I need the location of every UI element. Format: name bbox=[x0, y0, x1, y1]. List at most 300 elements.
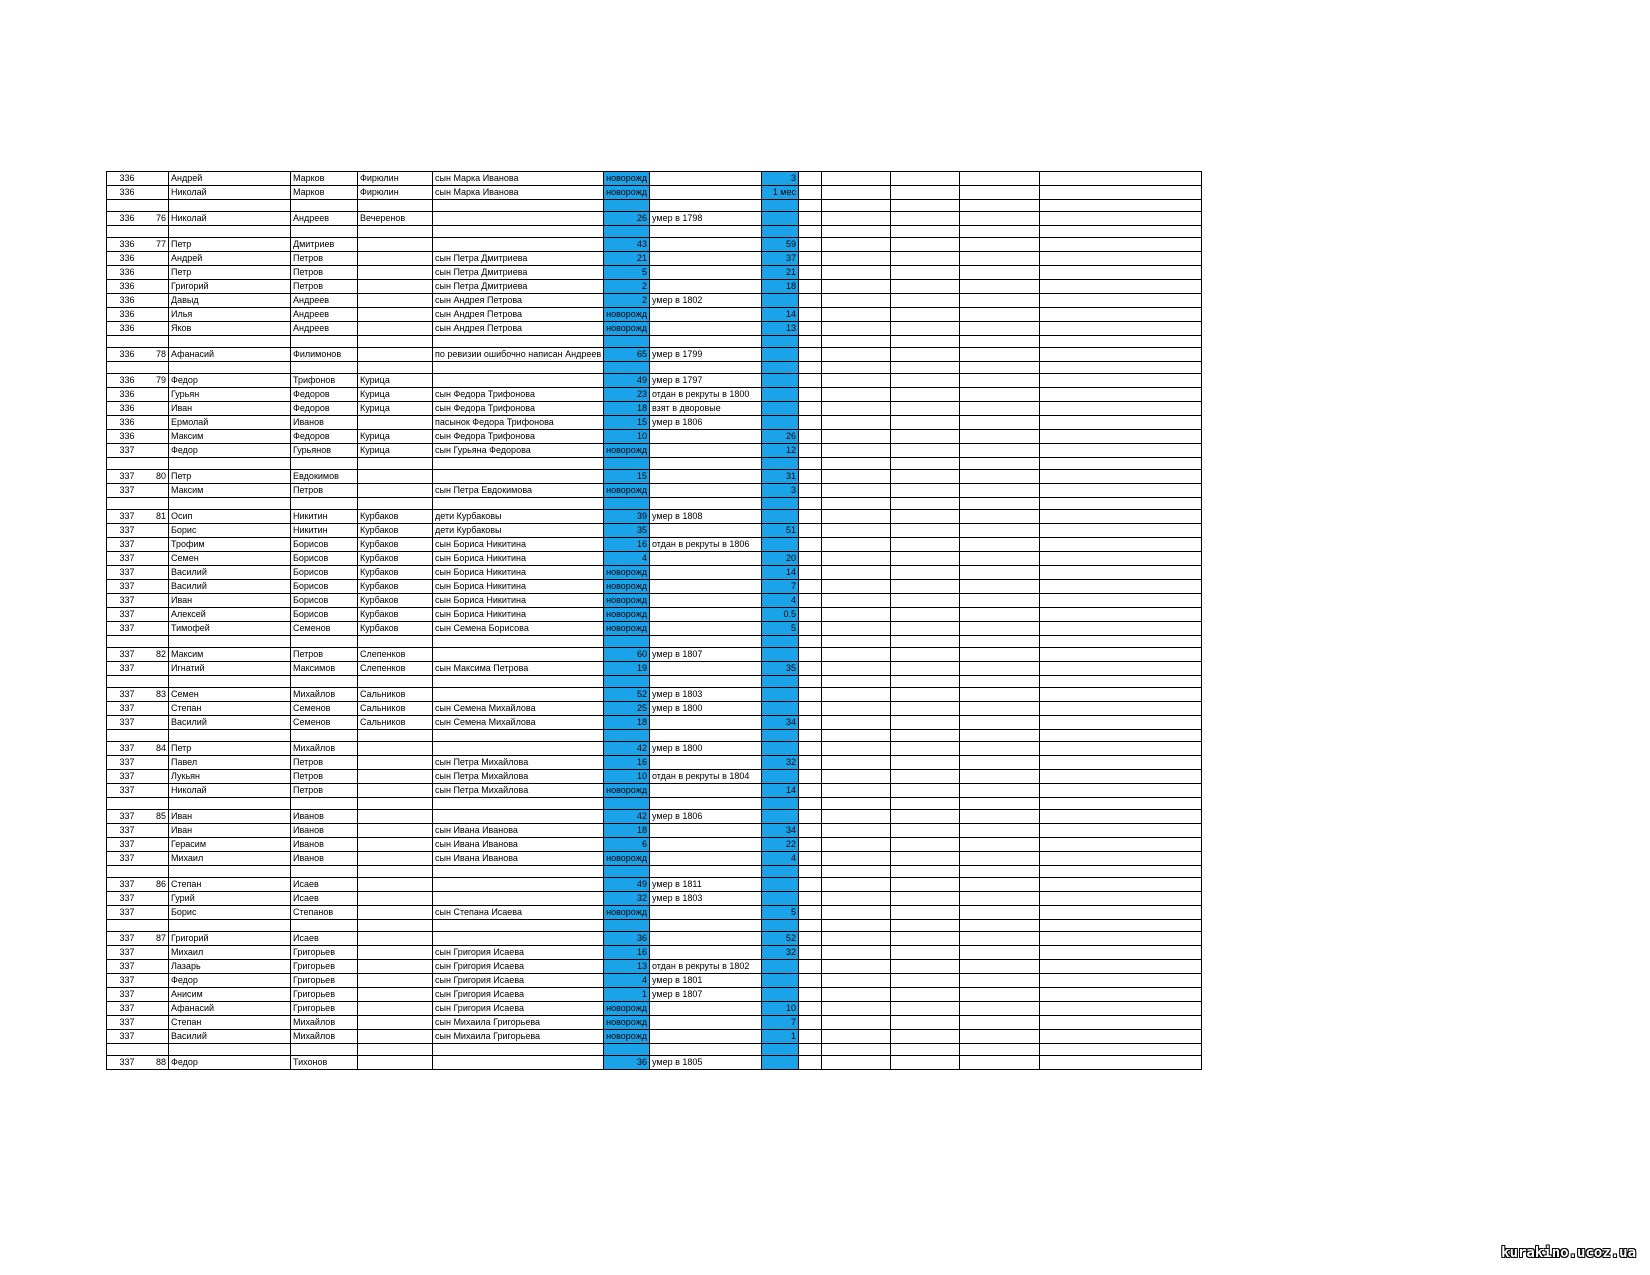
patronymic-cell: Семенов bbox=[291, 716, 358, 730]
extra-col-c-cell bbox=[890, 430, 959, 444]
household-number-cell bbox=[137, 1044, 169, 1056]
patronymic-cell: Андреев bbox=[291, 322, 358, 336]
patronymic-cell: Иванов bbox=[291, 824, 358, 838]
trailing-empty-cell bbox=[1039, 266, 1201, 280]
fate-note-cell bbox=[649, 498, 761, 510]
age-1795-cell: 26 bbox=[604, 212, 650, 226]
age-1811-cell bbox=[761, 988, 798, 1002]
extra-col-b-cell bbox=[821, 212, 890, 226]
patronymic-cell: Трифонов bbox=[291, 374, 358, 388]
age-1795-cell: 16 bbox=[604, 756, 650, 770]
age-1795-cell bbox=[604, 730, 650, 742]
age-1795-cell: новорожд bbox=[604, 852, 650, 866]
household-number-cell bbox=[137, 580, 169, 594]
relation-note-cell: сын Григория Исаева bbox=[433, 946, 604, 960]
table-row bbox=[107, 622, 1202, 636]
spacer-row bbox=[107, 498, 1202, 510]
extra-col-d-cell bbox=[959, 648, 1039, 662]
page-number-cell: 337 bbox=[107, 648, 137, 662]
extra-col-b-cell bbox=[821, 552, 890, 566]
trailing-empty-cell bbox=[1039, 308, 1201, 322]
household-number-cell bbox=[137, 280, 169, 294]
spacer-row bbox=[107, 336, 1202, 348]
first-name-cell: Василий bbox=[169, 1030, 291, 1044]
age-1811-cell: 7 bbox=[761, 1016, 798, 1030]
extra-col-a-cell bbox=[798, 946, 821, 960]
page-number-cell bbox=[107, 200, 137, 212]
census-table bbox=[106, 171, 1202, 1070]
first-name-cell: Гурьян bbox=[169, 388, 291, 402]
patronymic-cell bbox=[291, 920, 358, 932]
extra-col-c-cell bbox=[890, 374, 959, 388]
fate-note-cell bbox=[649, 524, 761, 538]
age-1795-cell: 65 bbox=[604, 348, 650, 362]
age-1811-cell: 14 bbox=[761, 784, 798, 798]
spacer-row bbox=[107, 920, 1202, 932]
extra-col-c-cell bbox=[890, 756, 959, 770]
extra-col-d-cell bbox=[959, 676, 1039, 688]
household-number-cell bbox=[137, 960, 169, 974]
extra-col-d-cell bbox=[959, 838, 1039, 852]
extra-col-d-cell bbox=[959, 374, 1039, 388]
age-1811-cell bbox=[761, 770, 798, 784]
household-number-cell bbox=[137, 362, 169, 374]
age-1795-cell: 15 bbox=[604, 470, 650, 484]
first-name-cell: Максим bbox=[169, 648, 291, 662]
fate-note-cell bbox=[649, 1030, 761, 1044]
extra-col-b-cell bbox=[821, 892, 890, 906]
age-1811-cell: 34 bbox=[761, 824, 798, 838]
extra-col-c-cell bbox=[890, 362, 959, 374]
extra-col-c-cell bbox=[890, 770, 959, 784]
page-number-cell: 337 bbox=[107, 784, 137, 798]
first-name-cell: Семен bbox=[169, 552, 291, 566]
extra-col-c-cell bbox=[890, 238, 959, 252]
patronymic-cell bbox=[291, 362, 358, 374]
household-number-cell bbox=[137, 988, 169, 1002]
fate-note-cell: умер в 1797 bbox=[649, 374, 761, 388]
extra-col-c-cell bbox=[890, 824, 959, 838]
extra-col-c-cell bbox=[890, 1002, 959, 1016]
first-name-cell: Анисим bbox=[169, 988, 291, 1002]
extra-col-d-cell bbox=[959, 662, 1039, 676]
relation-note-cell: сын Андрея Петрова bbox=[433, 322, 604, 336]
patronymic-cell: Борисов bbox=[291, 566, 358, 580]
trailing-empty-cell bbox=[1039, 524, 1201, 538]
extra-col-c-cell bbox=[890, 798, 959, 810]
household-number-cell: 76 bbox=[137, 212, 169, 226]
trailing-empty-cell bbox=[1039, 770, 1201, 784]
household-number-cell bbox=[137, 388, 169, 402]
trailing-empty-cell bbox=[1039, 622, 1201, 636]
first-name-cell: Гурий bbox=[169, 892, 291, 906]
first-name-cell bbox=[169, 676, 291, 688]
fate-note-cell: умер в 1807 bbox=[649, 988, 761, 1002]
relation-note-cell: сын Григория Исаева bbox=[433, 960, 604, 974]
trailing-empty-cell bbox=[1039, 552, 1201, 566]
age-1811-cell bbox=[761, 362, 798, 374]
spacer-row bbox=[107, 1044, 1202, 1056]
extra-col-d-cell bbox=[959, 1002, 1039, 1016]
trailing-empty-cell bbox=[1039, 960, 1201, 974]
extra-col-c-cell bbox=[890, 402, 959, 416]
trailing-empty-cell bbox=[1039, 212, 1201, 226]
age-1795-cell: 6 bbox=[604, 838, 650, 852]
page-number-cell: 337 bbox=[107, 960, 137, 974]
age-1795-cell: новорожд bbox=[604, 484, 650, 498]
extra-col-a-cell bbox=[798, 186, 821, 200]
page-number-cell: 336 bbox=[107, 294, 137, 308]
extra-col-c-cell bbox=[890, 742, 959, 756]
patronymic-cell: Евдокимов bbox=[291, 470, 358, 484]
age-1811-cell: 31 bbox=[761, 470, 798, 484]
page-number-cell: 337 bbox=[107, 566, 137, 580]
extra-col-c-cell bbox=[890, 594, 959, 608]
extra-col-d-cell bbox=[959, 770, 1039, 784]
relation-note-cell: сын Петра Дмитриева bbox=[433, 266, 604, 280]
extra-col-d-cell bbox=[959, 892, 1039, 906]
spacer-row bbox=[107, 362, 1202, 374]
extra-col-d-cell bbox=[959, 416, 1039, 430]
relation-note-cell bbox=[433, 374, 604, 388]
age-1795-cell: 2 bbox=[604, 280, 650, 294]
extra-col-a-cell bbox=[798, 688, 821, 702]
patronymic-cell: Михайлов bbox=[291, 1030, 358, 1044]
age-1795-cell: 43 bbox=[604, 238, 650, 252]
age-1811-cell: 1 мес bbox=[761, 186, 798, 200]
first-name-cell: Григорий bbox=[169, 932, 291, 946]
page-number-cell bbox=[107, 636, 137, 648]
age-1795-cell: 21 bbox=[604, 252, 650, 266]
table-row bbox=[107, 892, 1202, 906]
trailing-empty-cell bbox=[1039, 702, 1201, 716]
extra-col-c-cell bbox=[890, 552, 959, 566]
patronymic-cell: Борисов bbox=[291, 580, 358, 594]
table-row bbox=[107, 974, 1202, 988]
extra-col-a-cell bbox=[798, 484, 821, 498]
household-number-cell bbox=[137, 892, 169, 906]
extra-col-c-cell bbox=[890, 648, 959, 662]
patronymic-cell bbox=[291, 676, 358, 688]
patronymic-cell: Петров bbox=[291, 280, 358, 294]
household-number-cell bbox=[137, 608, 169, 622]
census-table-body bbox=[107, 172, 1202, 1070]
patronymic-cell: Петров bbox=[291, 266, 358, 280]
household-number-cell bbox=[137, 226, 169, 238]
trailing-empty-cell bbox=[1039, 458, 1201, 470]
trailing-empty-cell bbox=[1039, 252, 1201, 266]
trailing-empty-cell bbox=[1039, 988, 1201, 1002]
age-1795-cell: 60 bbox=[604, 648, 650, 662]
fate-note-cell: умер в 1806 bbox=[649, 810, 761, 824]
trailing-empty-cell bbox=[1039, 716, 1201, 730]
page-number-cell: 337 bbox=[107, 716, 137, 730]
patronymic-cell bbox=[291, 336, 358, 348]
extra-col-d-cell bbox=[959, 1016, 1039, 1030]
table-row bbox=[107, 688, 1202, 702]
page-number-cell: 337 bbox=[107, 742, 137, 756]
fate-note-cell bbox=[649, 676, 761, 688]
age-1811-cell: 32 bbox=[761, 946, 798, 960]
patronymic-cell: Михайлов bbox=[291, 742, 358, 756]
page-number-cell: 337 bbox=[107, 470, 137, 484]
surname-cell bbox=[358, 1044, 433, 1056]
first-name-cell: Степан bbox=[169, 1016, 291, 1030]
surname-cell: Курбаков bbox=[358, 622, 433, 636]
first-name-cell: Борис bbox=[169, 906, 291, 920]
page-number-cell: 336 bbox=[107, 280, 137, 294]
surname-cell: Курица bbox=[358, 402, 433, 416]
age-1795-cell: 10 bbox=[604, 770, 650, 784]
page-number-cell bbox=[107, 226, 137, 238]
extra-col-d-cell bbox=[959, 226, 1039, 238]
first-name-cell bbox=[169, 920, 291, 932]
relation-note-cell: дети Курбаковы bbox=[433, 510, 604, 524]
extra-col-a-cell bbox=[798, 294, 821, 308]
relation-note-cell bbox=[433, 920, 604, 932]
first-name-cell: Федор bbox=[169, 374, 291, 388]
extra-col-b-cell bbox=[821, 172, 890, 186]
extra-col-b-cell bbox=[821, 388, 890, 402]
extra-col-b-cell bbox=[821, 852, 890, 866]
surname-cell bbox=[358, 730, 433, 742]
patronymic-cell: Борисов bbox=[291, 608, 358, 622]
patronymic-cell: Семенов bbox=[291, 702, 358, 716]
extra-col-b-cell bbox=[821, 498, 890, 510]
table-row bbox=[107, 810, 1202, 824]
trailing-empty-cell bbox=[1039, 280, 1201, 294]
surname-cell: Курица bbox=[358, 388, 433, 402]
age-1811-cell: 0.5 bbox=[761, 608, 798, 622]
table-row bbox=[107, 444, 1202, 458]
trailing-empty-cell bbox=[1039, 580, 1201, 594]
surname-cell bbox=[358, 960, 433, 974]
age-1811-cell bbox=[761, 388, 798, 402]
trailing-empty-cell bbox=[1039, 784, 1201, 798]
fate-note-cell bbox=[649, 608, 761, 622]
trailing-empty-cell bbox=[1039, 294, 1201, 308]
relation-note-cell: сын Семена Михайлова bbox=[433, 716, 604, 730]
table-row bbox=[107, 252, 1202, 266]
patronymic-cell: Григорьев bbox=[291, 1002, 358, 1016]
extra-col-a-cell bbox=[798, 212, 821, 226]
age-1795-cell: 36 bbox=[604, 1056, 650, 1070]
table-row bbox=[107, 906, 1202, 920]
first-name-cell bbox=[169, 730, 291, 742]
extra-col-a-cell bbox=[798, 498, 821, 510]
page-number-cell: 337 bbox=[107, 892, 137, 906]
page-number-cell bbox=[107, 362, 137, 374]
surname-cell bbox=[358, 824, 433, 838]
patronymic-cell: Петров bbox=[291, 770, 358, 784]
trailing-empty-cell bbox=[1039, 538, 1201, 552]
age-1811-cell bbox=[761, 974, 798, 988]
fate-note-cell bbox=[649, 594, 761, 608]
patronymic-cell: Петров bbox=[291, 756, 358, 770]
extra-col-c-cell bbox=[890, 252, 959, 266]
first-name-cell bbox=[169, 1044, 291, 1056]
extra-col-c-cell bbox=[890, 186, 959, 200]
relation-note-cell bbox=[433, 636, 604, 648]
surname-cell bbox=[358, 308, 433, 322]
surname-cell bbox=[358, 810, 433, 824]
fate-note-cell: умер в 1803 bbox=[649, 688, 761, 702]
age-1795-cell: новорожд bbox=[604, 580, 650, 594]
page-number-cell: 337 bbox=[107, 484, 137, 498]
extra-col-c-cell bbox=[890, 730, 959, 742]
first-name-cell: Герасим bbox=[169, 838, 291, 852]
first-name-cell: Тимофей bbox=[169, 622, 291, 636]
trailing-empty-cell bbox=[1039, 388, 1201, 402]
extra-col-c-cell bbox=[890, 416, 959, 430]
extra-col-b-cell bbox=[821, 1002, 890, 1016]
extra-col-c-cell bbox=[890, 988, 959, 1002]
household-number-cell bbox=[137, 538, 169, 552]
relation-note-cell bbox=[433, 498, 604, 510]
extra-col-c-cell bbox=[890, 308, 959, 322]
fate-note-cell bbox=[649, 866, 761, 878]
trailing-empty-cell bbox=[1039, 402, 1201, 416]
surname-cell: Сальников bbox=[358, 716, 433, 730]
relation-note-cell: сын Андрея Петрова bbox=[433, 294, 604, 308]
extra-col-a-cell bbox=[798, 226, 821, 238]
relation-note-cell bbox=[433, 362, 604, 374]
relation-note-cell: сын Петра Евдокимова bbox=[433, 484, 604, 498]
table-row bbox=[107, 1002, 1202, 1016]
age-1811-cell: 4 bbox=[761, 852, 798, 866]
household-number-cell bbox=[137, 200, 169, 212]
relation-note-cell: пасынок Федора Трифонова bbox=[433, 416, 604, 430]
first-name-cell: Петр bbox=[169, 266, 291, 280]
relation-note-cell bbox=[433, 238, 604, 252]
trailing-empty-cell bbox=[1039, 810, 1201, 824]
trailing-empty-cell bbox=[1039, 866, 1201, 878]
table-row bbox=[107, 566, 1202, 580]
age-1811-cell bbox=[761, 416, 798, 430]
household-number-cell bbox=[137, 622, 169, 636]
extra-col-c-cell bbox=[890, 906, 959, 920]
extra-col-c-cell bbox=[890, 458, 959, 470]
first-name-cell: Иван bbox=[169, 594, 291, 608]
extra-col-c-cell bbox=[890, 892, 959, 906]
trailing-empty-cell bbox=[1039, 444, 1201, 458]
surname-cell bbox=[358, 498, 433, 510]
page-number-cell bbox=[107, 458, 137, 470]
extra-col-a-cell bbox=[798, 866, 821, 878]
age-1811-cell: 3 bbox=[761, 172, 798, 186]
fate-note-cell bbox=[649, 200, 761, 212]
age-1795-cell: 36 bbox=[604, 932, 650, 946]
extra-col-a-cell bbox=[798, 552, 821, 566]
age-1811-cell bbox=[761, 348, 798, 362]
first-name-cell bbox=[169, 458, 291, 470]
table-row bbox=[107, 838, 1202, 852]
extra-col-c-cell bbox=[890, 676, 959, 688]
extra-col-d-cell bbox=[959, 172, 1039, 186]
extra-col-c-cell bbox=[890, 716, 959, 730]
page-number-cell: 337 bbox=[107, 756, 137, 770]
relation-note-cell: сын Степана Исаева bbox=[433, 906, 604, 920]
table-row bbox=[107, 756, 1202, 770]
trailing-empty-cell bbox=[1039, 906, 1201, 920]
household-number-cell: 78 bbox=[137, 348, 169, 362]
fate-note-cell bbox=[649, 580, 761, 594]
extra-col-d-cell bbox=[959, 470, 1039, 484]
household-number-cell: 88 bbox=[137, 1056, 169, 1070]
extra-col-d-cell bbox=[959, 798, 1039, 810]
relation-note-cell: сын Григория Исаева bbox=[433, 988, 604, 1002]
trailing-empty-cell bbox=[1039, 974, 1201, 988]
surname-cell: Курица bbox=[358, 430, 433, 444]
patronymic-cell bbox=[291, 730, 358, 742]
surname-cell: Фирюлин bbox=[358, 172, 433, 186]
relation-note-cell: сын Федора Трифонова bbox=[433, 430, 604, 444]
table-row bbox=[107, 470, 1202, 484]
surname-cell: Курбаков bbox=[358, 552, 433, 566]
patronymic-cell: Марков bbox=[291, 172, 358, 186]
extra-col-a-cell bbox=[798, 374, 821, 388]
household-number-cell bbox=[137, 1016, 169, 1030]
extra-col-b-cell bbox=[821, 510, 890, 524]
fate-note-cell bbox=[649, 730, 761, 742]
fate-note-cell bbox=[649, 622, 761, 636]
trailing-empty-cell bbox=[1039, 662, 1201, 676]
fate-note-cell: умер в 1806 bbox=[649, 416, 761, 430]
fate-note-cell bbox=[649, 252, 761, 266]
extra-col-c-cell bbox=[890, 226, 959, 238]
first-name-cell: Григорий bbox=[169, 280, 291, 294]
fate-note-cell bbox=[649, 716, 761, 730]
age-1811-cell bbox=[761, 892, 798, 906]
page-number-cell: 337 bbox=[107, 524, 137, 538]
page-number-cell: 337 bbox=[107, 852, 137, 866]
trailing-empty-cell bbox=[1039, 322, 1201, 336]
relation-note-cell: сын Петра Дмитриева bbox=[433, 280, 604, 294]
extra-col-d-cell bbox=[959, 212, 1039, 226]
patronymic-cell: Степанов bbox=[291, 906, 358, 920]
page-number-cell: 337 bbox=[107, 878, 137, 892]
age-1795-cell: 19 bbox=[604, 662, 650, 676]
patronymic-cell: Иванов bbox=[291, 416, 358, 430]
extra-col-a-cell bbox=[798, 648, 821, 662]
extra-col-b-cell bbox=[821, 416, 890, 430]
extra-col-d-cell bbox=[959, 622, 1039, 636]
patronymic-cell bbox=[291, 200, 358, 212]
extra-col-b-cell bbox=[821, 702, 890, 716]
relation-note-cell: сын Бориса Никитина bbox=[433, 580, 604, 594]
age-1795-cell: 13 bbox=[604, 960, 650, 974]
first-name-cell: Андрей bbox=[169, 252, 291, 266]
extra-col-c-cell bbox=[890, 336, 959, 348]
page-number-cell: 336 bbox=[107, 186, 137, 200]
age-1795-cell: 15 bbox=[604, 416, 650, 430]
age-1811-cell bbox=[761, 688, 798, 702]
age-1795-cell: 16 bbox=[604, 946, 650, 960]
extra-col-b-cell bbox=[821, 932, 890, 946]
fate-note-cell bbox=[649, 636, 761, 648]
age-1795-cell: 18 bbox=[604, 824, 650, 838]
age-1811-cell: 5 bbox=[761, 906, 798, 920]
extra-col-b-cell bbox=[821, 484, 890, 498]
household-number-cell bbox=[137, 336, 169, 348]
patronymic-cell bbox=[291, 798, 358, 810]
table-row bbox=[107, 172, 1202, 186]
extra-col-b-cell bbox=[821, 538, 890, 552]
age-1795-cell: 25 bbox=[604, 702, 650, 716]
extra-col-d-cell bbox=[959, 688, 1039, 702]
extra-col-b-cell bbox=[821, 458, 890, 470]
patronymic-cell: Иванов bbox=[291, 852, 358, 866]
